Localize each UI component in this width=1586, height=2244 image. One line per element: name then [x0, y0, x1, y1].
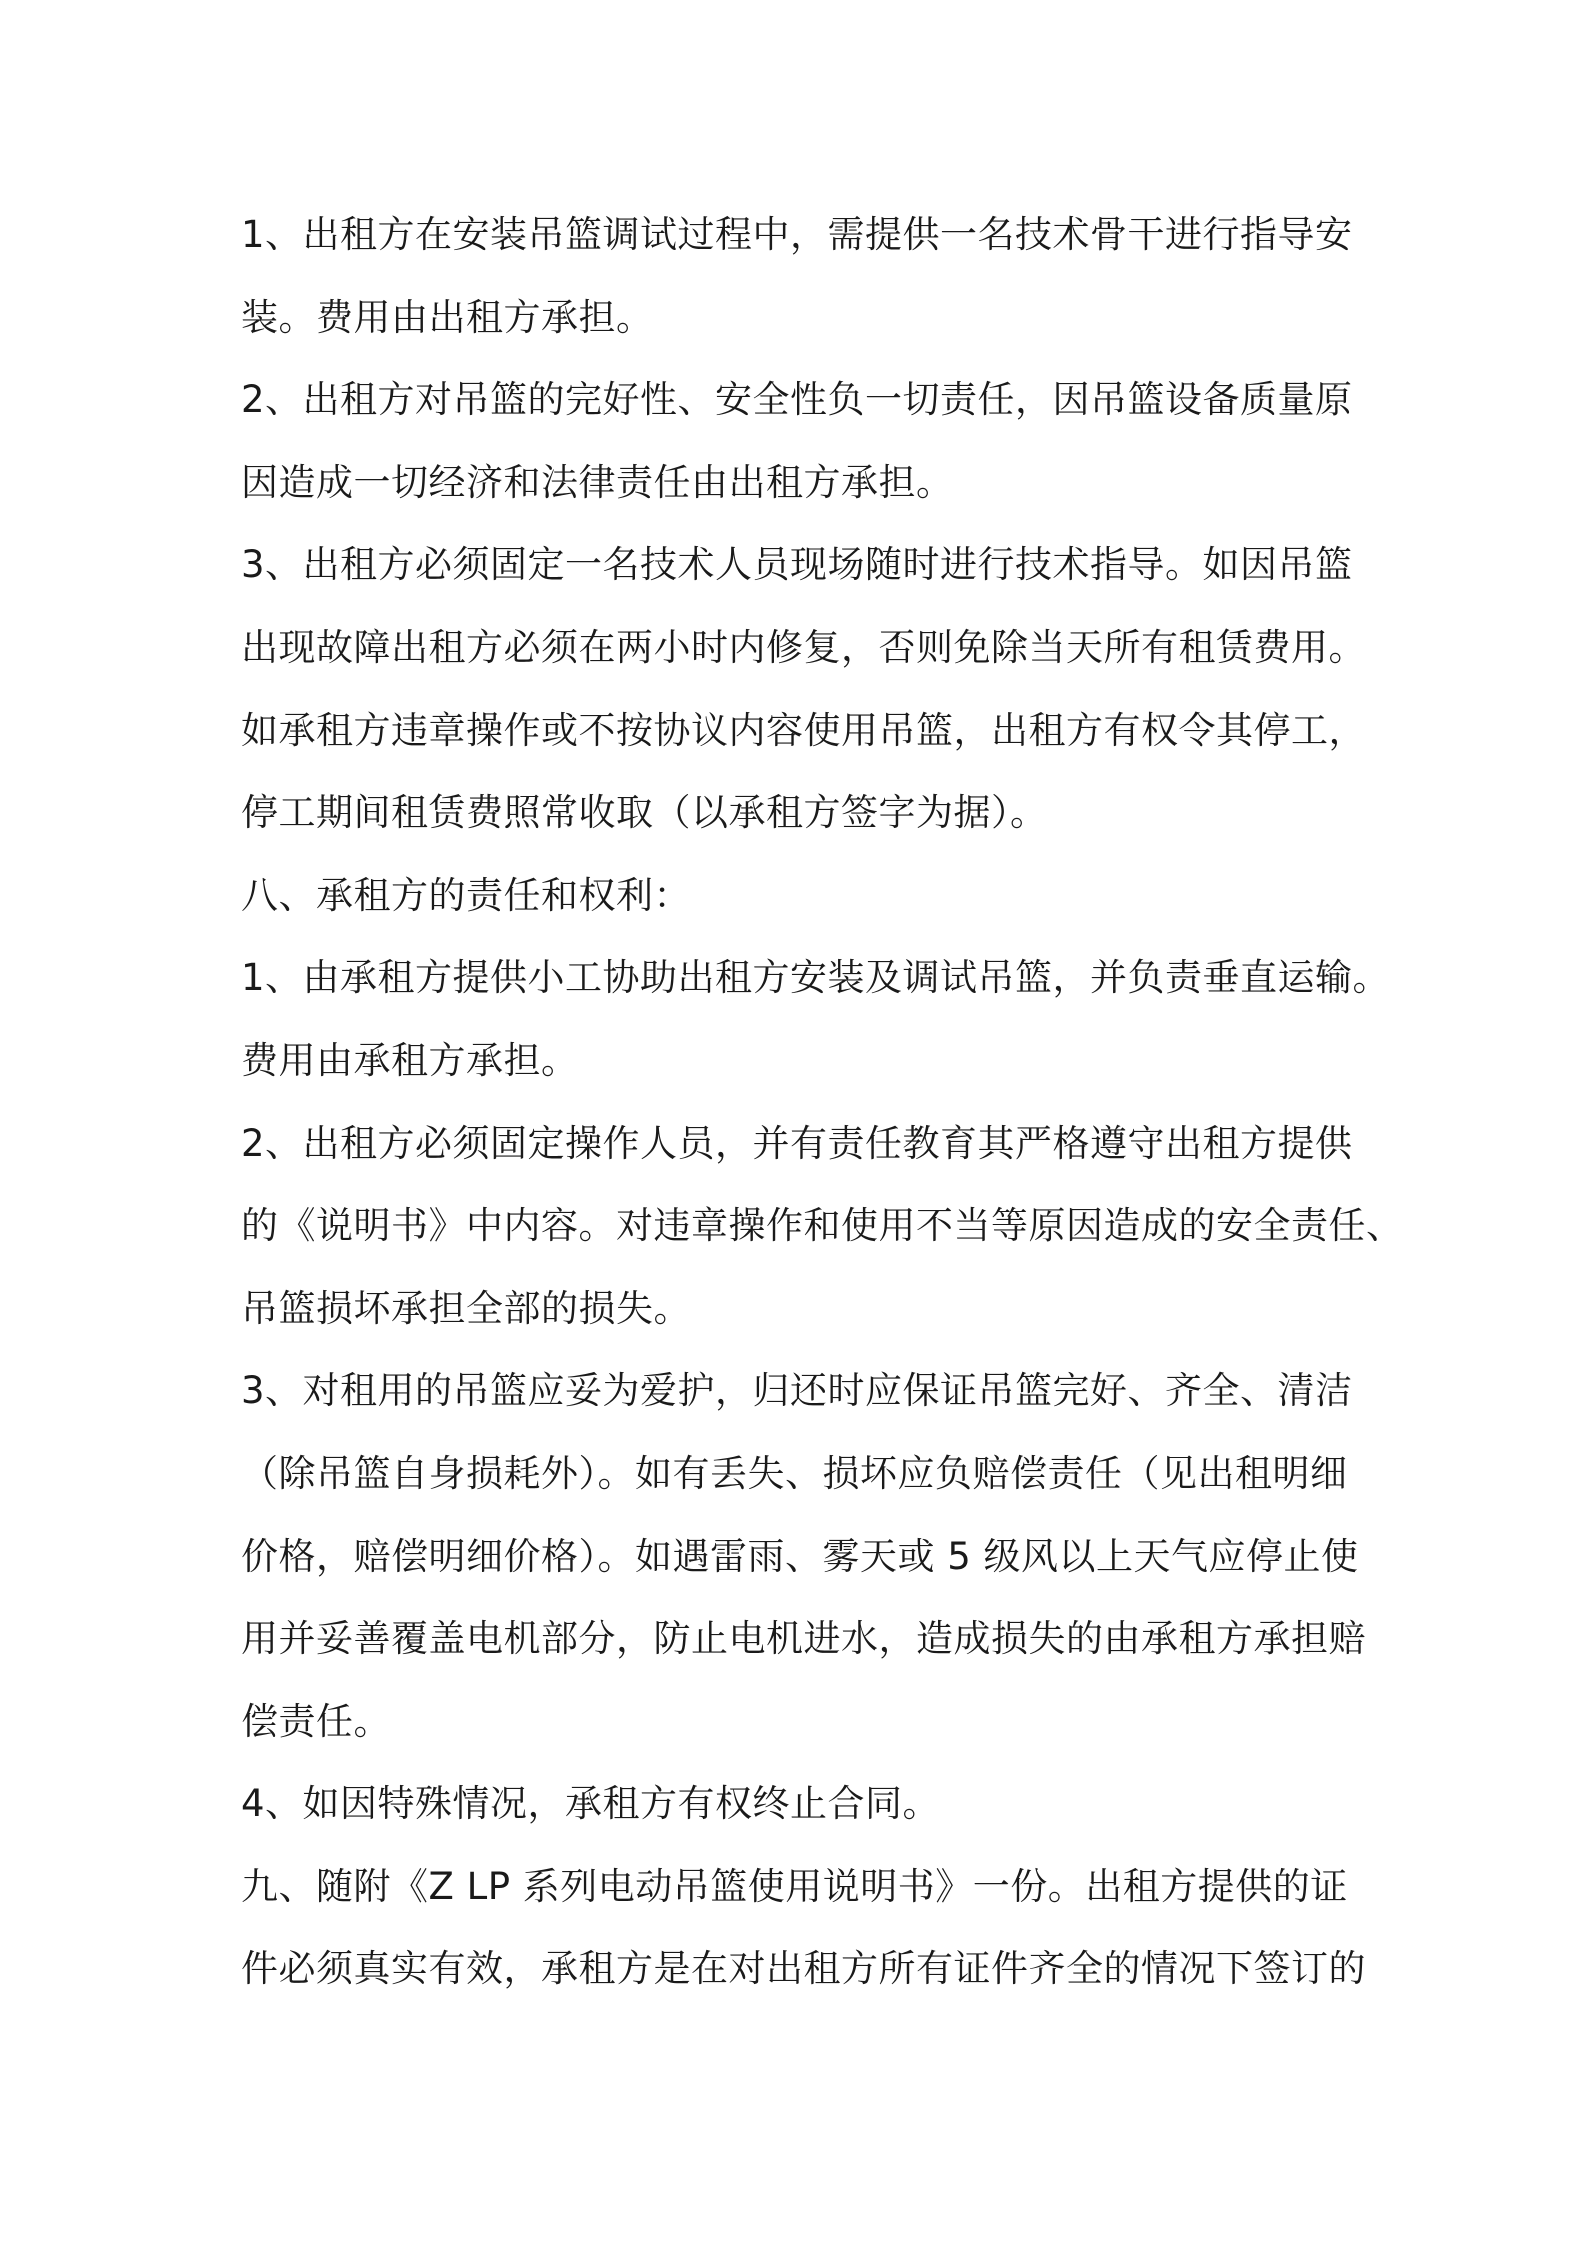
text-line: 停工期间租赁费照常收取（以承租方签字为据）。: [241, 791, 1048, 835]
text-line: 4、如因特殊情况，承租方有权终止合同。: [241, 1782, 941, 1826]
text-line: 1、由承租方提供小工协助出租方安装及调试吊篮，并负责垂直运输。: [241, 956, 1391, 1000]
section-heading: 九、随附《Z LP 系列电动吊篮使用说明书》一份。出租方提供的证: [241, 1864, 1348, 1908]
text-line: 用并妥善覆盖电机部分，防止电机进水，造成损失的由承租方承担赔: [241, 1617, 1366, 1661]
text-line: 3、出租方必须固定一名技术人员现场随时进行技术指导。如因吊篮: [241, 543, 1353, 587]
text-line: 3、对租用的吊篮应妥为爱护，归还时应保证吊篮完好、齐全、清洁: [241, 1369, 1353, 1413]
text-line: 吊篮损坏承担全部的损失。: [241, 1286, 691, 1330]
text-line: 2、出租方对吊篮的完好性、安全性负一切责任，因吊篮设备质量原: [241, 378, 1353, 422]
text-line: 装。费用由出租方承担。: [241, 295, 654, 339]
text-line: （除吊篮自身损耗外）。如有丢失、损坏应负赔偿责任（见出租明细: [241, 1451, 1348, 1495]
text-line: 件必须真实有效，承租方是在对出租方所有证件齐全的情况下签订的: [241, 1947, 1366, 1991]
text-line: 因造成一切经济和法律责任由出租方承担。: [241, 460, 954, 504]
text-line: 偿责任。: [241, 1699, 391, 1743]
text-line: 如承租方违章操作或不按协议内容使用吊篮，出租方有权令其停工，: [241, 708, 1366, 752]
text-line: 价格，赔偿明细价格）。如遇雷雨、雾天或 5 级风以上天气应停止使: [241, 1534, 1359, 1578]
document-body: [241, 194, 1404, 2011]
text-line: 费用由承租方承担。: [241, 1038, 579, 1082]
section-heading: 八、承租方的责任和权利：: [241, 873, 691, 917]
text-line: 1、出租方在安装吊篮调试过程中，需提供一名技术骨干进行指导安: [241, 213, 1353, 256]
text-line: 的《说明书》中内容。对违章操作和使用不当等原因造成的安全责任、: [241, 1204, 1404, 1248]
text-line: 出现故障出租方必须在两小时内修复，否则免除当天所有租赁费用。: [241, 625, 1366, 669]
text-line: 2、出租方必须固定操作人员，并有责任教育其严格遵守出租方提供: [241, 1121, 1353, 1165]
